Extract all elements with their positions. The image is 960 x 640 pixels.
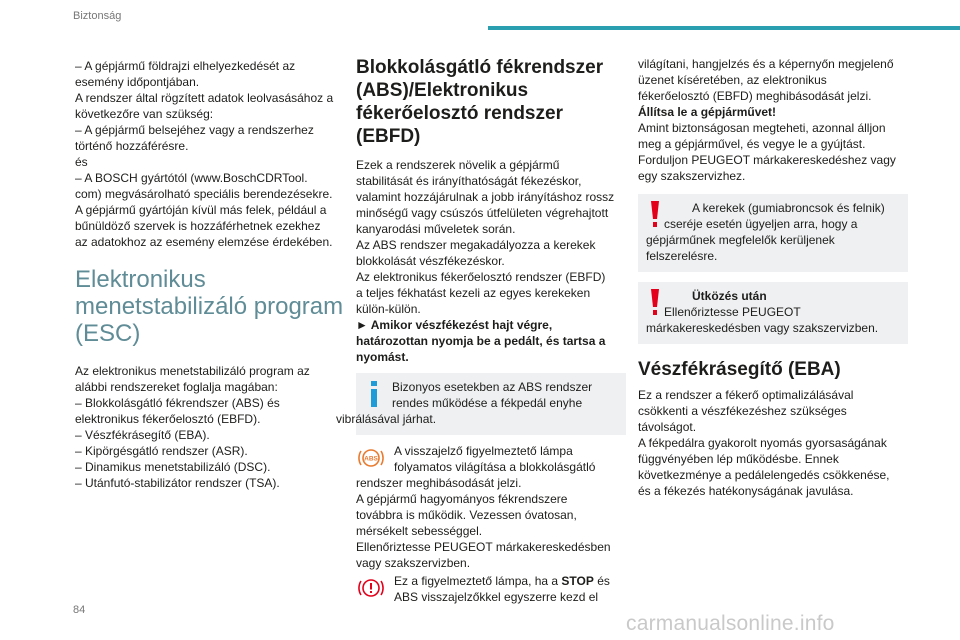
text-line: az adatokhoz az esemény elemzése érdekében. xyxy=(75,235,333,249)
text-line: Bizonyos esetekben az ABS rendszer xyxy=(392,380,593,394)
warning-notice-collision xyxy=(638,282,908,344)
text-line: nyomást. xyxy=(356,350,409,364)
esc-text xyxy=(75,363,345,491)
abs-intro xyxy=(356,157,626,317)
info-icon xyxy=(366,381,382,407)
watermark: carmanualsonline.info xyxy=(626,612,835,635)
text-line: elektronikus fékerőelosztó (EBFD). xyxy=(75,412,261,426)
text-line: – A BOSCH gyártótól (www.BoschCDRTool. xyxy=(75,171,308,185)
text-line: Az elektronikus menetstabilizáló program az xyxy=(75,364,310,378)
text-line: határozottan nyomja be a pedált, és tartsa a xyxy=(356,334,606,348)
column-3 xyxy=(638,56,908,499)
text-line: Ellenőriztesse PEUGEOT márkakereskedésben xyxy=(356,540,611,554)
abs-lamp-rest xyxy=(356,475,626,571)
text-line: A rendszer által rögzített adatok leolvasásához a xyxy=(75,91,334,105)
text-line: függvényében lép működésbe. Ennek xyxy=(638,452,839,466)
text-line: fékerőelosztó (EBFD) meghibásodását jelzi. xyxy=(638,89,872,103)
text-line: A kerekek (gumiabroncsok és felnik) xyxy=(692,201,885,215)
text-line: – Utánfutó-stabilizátor rendszer (TSA). xyxy=(75,476,280,490)
eba-text xyxy=(638,387,908,499)
notice-title: Ütközés után xyxy=(692,289,767,303)
text-line: gépjárműnek megfelelők kerüljenek xyxy=(646,233,835,247)
warning-exclamation-icon xyxy=(650,289,660,315)
text-line: felszerelésre. xyxy=(646,249,718,263)
text-line: mérsékelt sebességgel. xyxy=(356,524,483,538)
column-2 xyxy=(336,56,626,605)
text-line: Ez a rendszer a fékerő optimalizálásával xyxy=(638,388,854,402)
text-line: A fékpedálra gyakorolt nyomás gyorsaságának xyxy=(638,436,887,450)
text-line: kanyarodási műveletek során. xyxy=(356,222,516,236)
warning-wheels-text xyxy=(646,200,900,264)
text-line: Az elektronikus fékerőelosztó rendszer (EBFD) xyxy=(356,270,606,284)
brake-lamp-text xyxy=(356,573,626,605)
text-line: következménye a pedálelengedés csökkenése, xyxy=(638,468,890,482)
brake-warning-lamp-icon xyxy=(356,573,386,603)
abs-lamp-first-lines xyxy=(356,443,626,475)
text-line: rendszer meghibásodását jelzi. xyxy=(356,476,522,490)
info-notice-text xyxy=(336,379,618,427)
svg-text:ABS: ABS xyxy=(364,455,378,463)
text-line: ► Amikor vészfékezést hajt végre, xyxy=(356,318,553,332)
text-line: következőre van szükség: xyxy=(75,107,214,121)
text-line-bold: Állítsa le a gépjárművet! xyxy=(638,105,777,119)
text-line: esemény időpontjában. xyxy=(75,75,200,89)
text-line: minőségű vagy csúszós útfelületen végrehajtott xyxy=(356,206,609,220)
text-line: – Blokkolásgátló fékrendszer (ABS) és xyxy=(75,396,280,410)
col1-text xyxy=(75,58,345,250)
text-line: vagy szakszervizben. xyxy=(356,556,471,570)
text-line: üzenet kíséretében, az elektronikus xyxy=(638,73,827,87)
text-line: távolságot. xyxy=(638,420,697,434)
header-accent-bar xyxy=(488,26,960,30)
text-line: bűnüldöző szervek is hozzáférhetnek ezekhez xyxy=(75,219,321,233)
text-segment-bold: STOP xyxy=(561,574,594,588)
text-line: és xyxy=(75,155,88,169)
text-line: rendes működése a fékpedál enyhe xyxy=(392,396,583,410)
text-line: a teljes fékhatást kezeli az egyes kerekeken xyxy=(356,286,591,300)
text-segment: Ez a figyelmeztető lámpa, ha a xyxy=(394,574,562,588)
text-line: egy szakszervizhez. xyxy=(638,169,746,183)
text-line: Az ABS rendszer megakadályozza a kerekek xyxy=(356,238,596,252)
text-line: Ezek a rendszerek növelik a gépjármű xyxy=(356,158,560,172)
text-line: Forduljon PEUGEOT márkakereskedéshez vagy xyxy=(638,153,896,167)
brake-lamp-block xyxy=(356,573,626,605)
text-line: Amint biztonságosan megteheti, azonnal álljon xyxy=(638,121,886,135)
text-line: stabilitását és irányíthatóságát fékezéskor, xyxy=(356,174,582,188)
page-number: 84 xyxy=(73,604,86,616)
text-line: és a fékezés hatékonyságának javulása. xyxy=(638,484,854,498)
abs-instruction xyxy=(356,317,626,365)
section-label: Biztonság xyxy=(73,10,122,22)
text-line: A visszajelző figyelmeztető lámpa xyxy=(394,444,573,458)
info-notice xyxy=(336,373,626,435)
text-line: Ellenőriztesse PEUGEOT xyxy=(664,305,801,319)
text-line: folyamatos világítása a blokkolásgátló xyxy=(394,460,596,474)
text-line: továbbra is működik. Vezessen óvatosan, xyxy=(356,508,577,522)
text-line: vibrálásával járhat. xyxy=(336,412,437,426)
text-line: cseréje esetén ügyeljen arra, hogy a xyxy=(664,217,858,231)
eba-heading: Vészfékrásegítő (EBA) xyxy=(638,359,841,380)
text-segment: és xyxy=(593,574,610,588)
text-line: A gépjármű gyártóján kívül más felek, például a xyxy=(75,203,327,217)
text-line: blokkolását vészfékezéskor. xyxy=(356,254,505,268)
text-line: – Kipörgésgátló rendszer (ASR). xyxy=(75,444,248,458)
text-line: A gépjármű hagyományos fékrendszere xyxy=(356,492,568,506)
text-line: meg a gépjárművel, és vegye le a gyújtást. xyxy=(638,137,866,151)
text-line: valamint hozzájárulnak a jobb irányításhoz rossz xyxy=(356,190,615,204)
text-line: – A gépjármű földrajzi elhelyezkedését az xyxy=(75,59,296,73)
page-header xyxy=(0,0,960,40)
text-line: külön-külön. xyxy=(356,302,421,316)
text-line: csökkenti a vészfékezéshez szükséges xyxy=(638,404,847,418)
text-line: világítani, hangjelzés és a képernyőn megjelenő xyxy=(638,57,894,71)
esc-heading: Elektronikus menetstabilizáló program (ESC) xyxy=(75,266,344,347)
warning-notice-wheels xyxy=(638,194,908,272)
text-line: – Dinamikus menetstabilizáló (DSC). xyxy=(75,460,271,474)
abs-warning-lamp-icon xyxy=(356,443,386,473)
column-1 xyxy=(75,58,345,491)
text-line: alábbi rendszereket foglalja magában: xyxy=(75,380,278,394)
text-line: ABS visszajelzőkkel egyszerre kezd el xyxy=(394,590,599,604)
warning-exclamation-icon xyxy=(650,201,660,227)
abs-lamp-block xyxy=(356,443,626,571)
text-line: com) megvásárolható speciális berendezésekre. xyxy=(75,187,333,201)
warning-collision-text xyxy=(646,288,900,336)
ebfd-continuation xyxy=(638,56,908,184)
text-line: történő hozzáférésre. xyxy=(75,139,189,153)
text-line: – Vészfékrásegítő (EBA). xyxy=(75,428,210,442)
text-line: márkakereskedésben vagy szakszervizben. xyxy=(646,321,879,335)
abs-heading: Blokkolásgátló fékrendszer (ABS)/Elektronikus fékerőelosztó rendszer (EBFD) xyxy=(356,57,604,147)
text-line: – A gépjármű belsejéhez vagy a rendszerhez xyxy=(75,123,314,137)
